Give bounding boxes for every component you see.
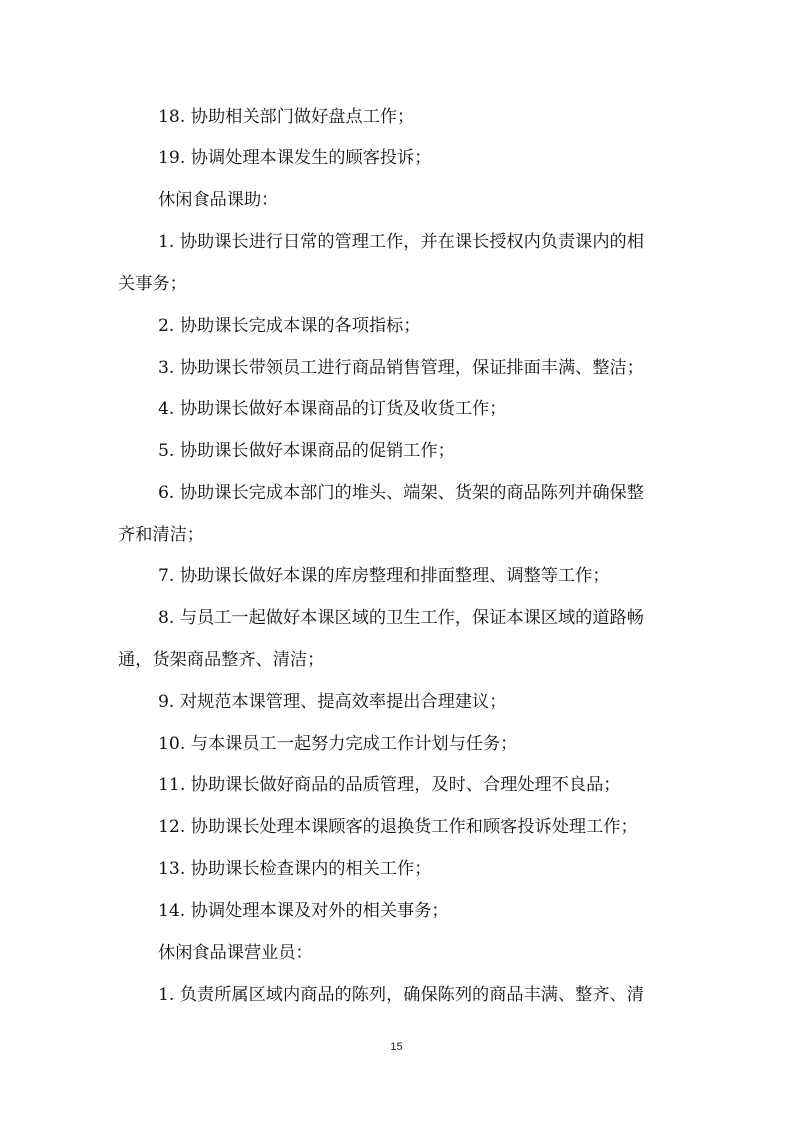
list-item: 13. 协助课长检查课内的相关工作； (158, 859, 432, 879)
page-number: 15 (390, 1041, 403, 1053)
list-item-continuation: 齐和清洁； (118, 525, 204, 545)
list-item: 19. 协调处理本课发生的顾客投诉； (158, 148, 432, 168)
list-item: 1. 协助课长进行日常的管理工作，并在课长授权内负责课内的相 (158, 232, 644, 252)
list-item: 10. 与本课员工一起努力完成工作计划与任务； (158, 734, 518, 754)
list-item: 5. 协助课长做好本课商品的促销工作； (158, 441, 455, 461)
list-item: 3. 协助课长带领员工进行商品销售管理，保证排面丰满、整洁； (158, 358, 644, 378)
section-heading: 休闲食品课营业员： (158, 943, 313, 963)
list-item: 9. 对规范本课管理、提高效率提出合理建议； (158, 692, 507, 712)
list-item: 7. 协助课长做好本课的库房整理和排面整理、调整等工作； (158, 566, 610, 586)
list-item: 8. 与员工一起做好本课区域的卫生工作，保证本课区域的道路畅 (158, 608, 644, 628)
list-item: 4. 协助课长做好本课商品的订货及收货工作； (158, 399, 507, 419)
list-item: 14. 协调处理本课及对外的相关事务； (158, 901, 449, 921)
list-item: 6. 协助课长完成本部门的堆头、端架、货架的商品陈列并确保整 (158, 483, 644, 503)
list-item: 2. 协助课长完成本课的各项指标； (158, 316, 421, 336)
list-item: 11. 协助课长做好商品的品质管理，及时、合理处理不良品； (158, 775, 621, 795)
list-item: 18. 协助相关部门做好盘点工作； (158, 107, 415, 127)
list-item: 1. 负责所属区域内商品的陈列，确保陈列的商品丰满、整齐、清 (158, 985, 644, 1005)
list-item-continuation: 通，货架商品整齐、清洁； (118, 650, 325, 670)
list-item: 12. 协助课长处理本课顾客的退换货工作和顾客投诉处理工作； (158, 817, 638, 837)
section-heading: 休闲食品课助： (158, 190, 279, 210)
list-item-continuation: 关事务； (118, 274, 187, 294)
